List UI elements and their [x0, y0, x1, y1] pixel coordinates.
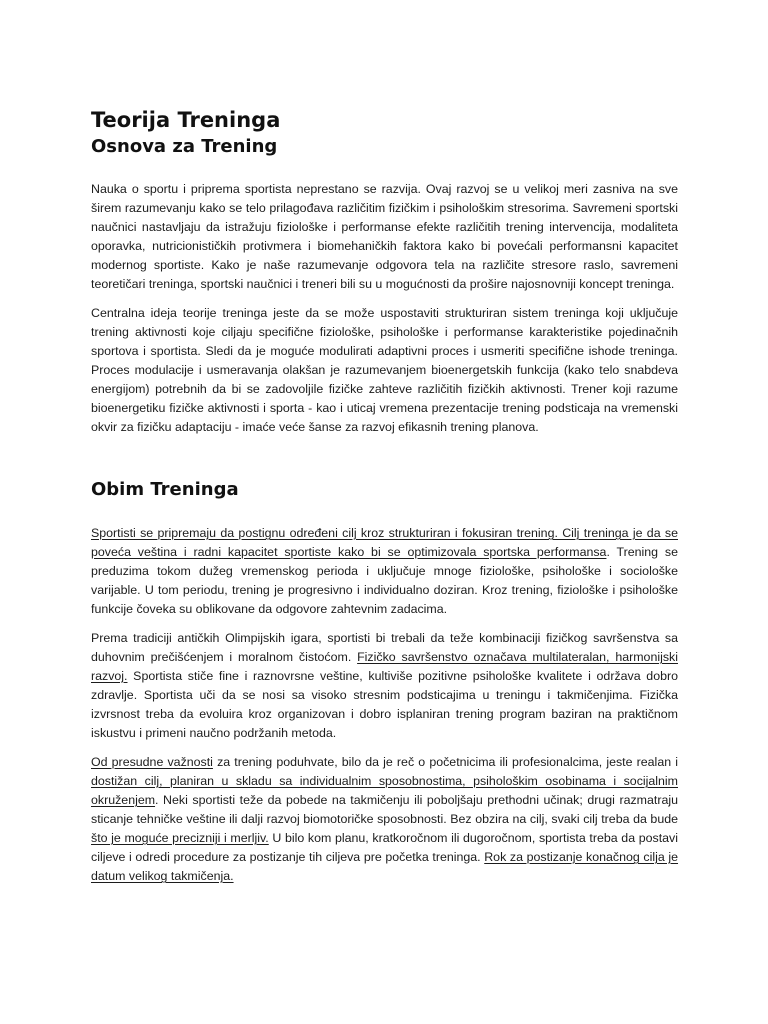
- underlined-text: Sportisti se pripremaju da postignu određeni cilj kroz strukturiran i fokusiran trening. Cilj treninga je da se poveća veština i radni kapacitet sportiste kako bi se optimizovala sportska performansa: [91, 526, 678, 559]
- paragraph-text: U bilo kom planu, kratkoročnom ili dugoročnom, sportista treba da postavi ciljeve i odredi procedure za postizanje tih ciljeva pre početka treninga.: [91, 831, 678, 864]
- document-page: [91, 106, 678, 896]
- section-heading-scope: Obim Treninga: [91, 479, 239, 500]
- underlined-text: dostižan cilj, planiran u skladu sa individualnim sposobnostima, psihološkim osobinama i socijalnim okruženjem: [91, 774, 678, 807]
- paragraph-text: . Neki sportisti teže da pobede na takmičenju ili poboljšaju prethodni učinak; drugi razmatraju sticanje tehničke veštine ili dalji razvoj biomotoričke sposobnosti. Bez obzira na cilj, svaki cilj treba da bude: [91, 793, 678, 826]
- underlined-text: što je moguće precizniji i merljiv.: [91, 831, 269, 845]
- scope-paragraph-2: [91, 629, 678, 743]
- paragraph-text: Sportista stiče fine i raznovrsne veštine, kultiviše pozitivne psihološke kvalitete i održava dobro zdravlje. Sportista uči da se nosi sa visoko stresnim podsticajima u treningu i takmičenjima. Fizička izvrsnost treba da evoluira kroz organizovan i dobro isplaniran trening program baziran na praktičnom iskustvu i primeni naučno podržanih metoda.: [91, 669, 678, 740]
- paragraph-text: za trening poduhvate, bilo da je reč o početnicima ili profesionalcima, jeste realan i: [212, 755, 678, 769]
- scope-paragraph-3: [91, 753, 678, 886]
- intro-paragraph-1: Nauka o sportu i priprema sportista neprestano se razvija. Ovaj razvoj se u velikoj meri zasniva na sve širem razumevanju kako se telo prilagođava različitim fizičkim i psihološkim stresorima. Savremeni sportski naučnici nastavljaju da istražuju fiziološke i performanse efekte različitih trening intervencija, modaliteta oporavka, nutricionističkih protivmera i biomehaničkih faktora kako bi povećali performansni kapacitet modernog sportiste. Kako je naše razumevanje odgovora tela na različite stresore raslo, savremeni teoretičari treninga, sportski naučnici i treneri bili su u mogućnosti da prošire najosnovniji koncept treninga.: [91, 182, 678, 291]
- paragraph-text: Prema tradiciji antičkih Olimpijskih igara, sportisti bi trebali da teže kombinaciji fizičkog savršenstva sa duhovnim prečišćenjem i moralnom čistoćom.: [91, 631, 678, 664]
- underlined-text: Fizičko savršenstvo označava multilateralan, harmonijski razvoj.: [91, 650, 678, 683]
- underlined-text: Od presudne važnosti: [91, 755, 213, 769]
- document-subtitle: Osnova za Trening: [91, 136, 278, 157]
- intro-paragraph-2: Centralna ideja teorije treninga jeste da se može uspostaviti strukturiran sistem treninga koji uključuje trening aktivnosti koje ciljaju specifične fiziološke, psihološke i performanse karakteristike pojedinačnih sportova i sportista. Sledi da je moguće modulirati adaptivni proces i usmeriti specifične ishode treninga. Proces modulacije i usmeravanja olakšan je razumevanjem bioenergetskih funkcija (kako telo snabdeva energijom) potrebnih da bi se zadovoljile fizičke zahteve različitih fizičkih aktivnosti. Trener koji razume bioenergetiku fizičke aktivnosti i sporta - kao i uticaj vremena prezentacije trening podsticaja na vremenski okvir za fizičku adaptaciju - imaće veće šanse za razvoj efikasnih trening planova.: [91, 306, 678, 434]
- scope-paragraph-1: [91, 524, 678, 619]
- underlined-text: Rok za postizanje konačnog cilja je datum velikog takmičenja.: [91, 850, 679, 883]
- document-title: Teorija Treninga: [91, 108, 281, 132]
- paragraph-text: . Trening se preduzima tokom dužeg vremenskog perioda i uključuje mnoge fiziološke, psihološke i sociološke varijable. U tom periodu, trening je progresivno i individualno doziran. Kroz trening, fiziološke i psihološke funkcije čoveka su oblikovane da odgovore zahtevnim zadacima.: [91, 545, 678, 616]
